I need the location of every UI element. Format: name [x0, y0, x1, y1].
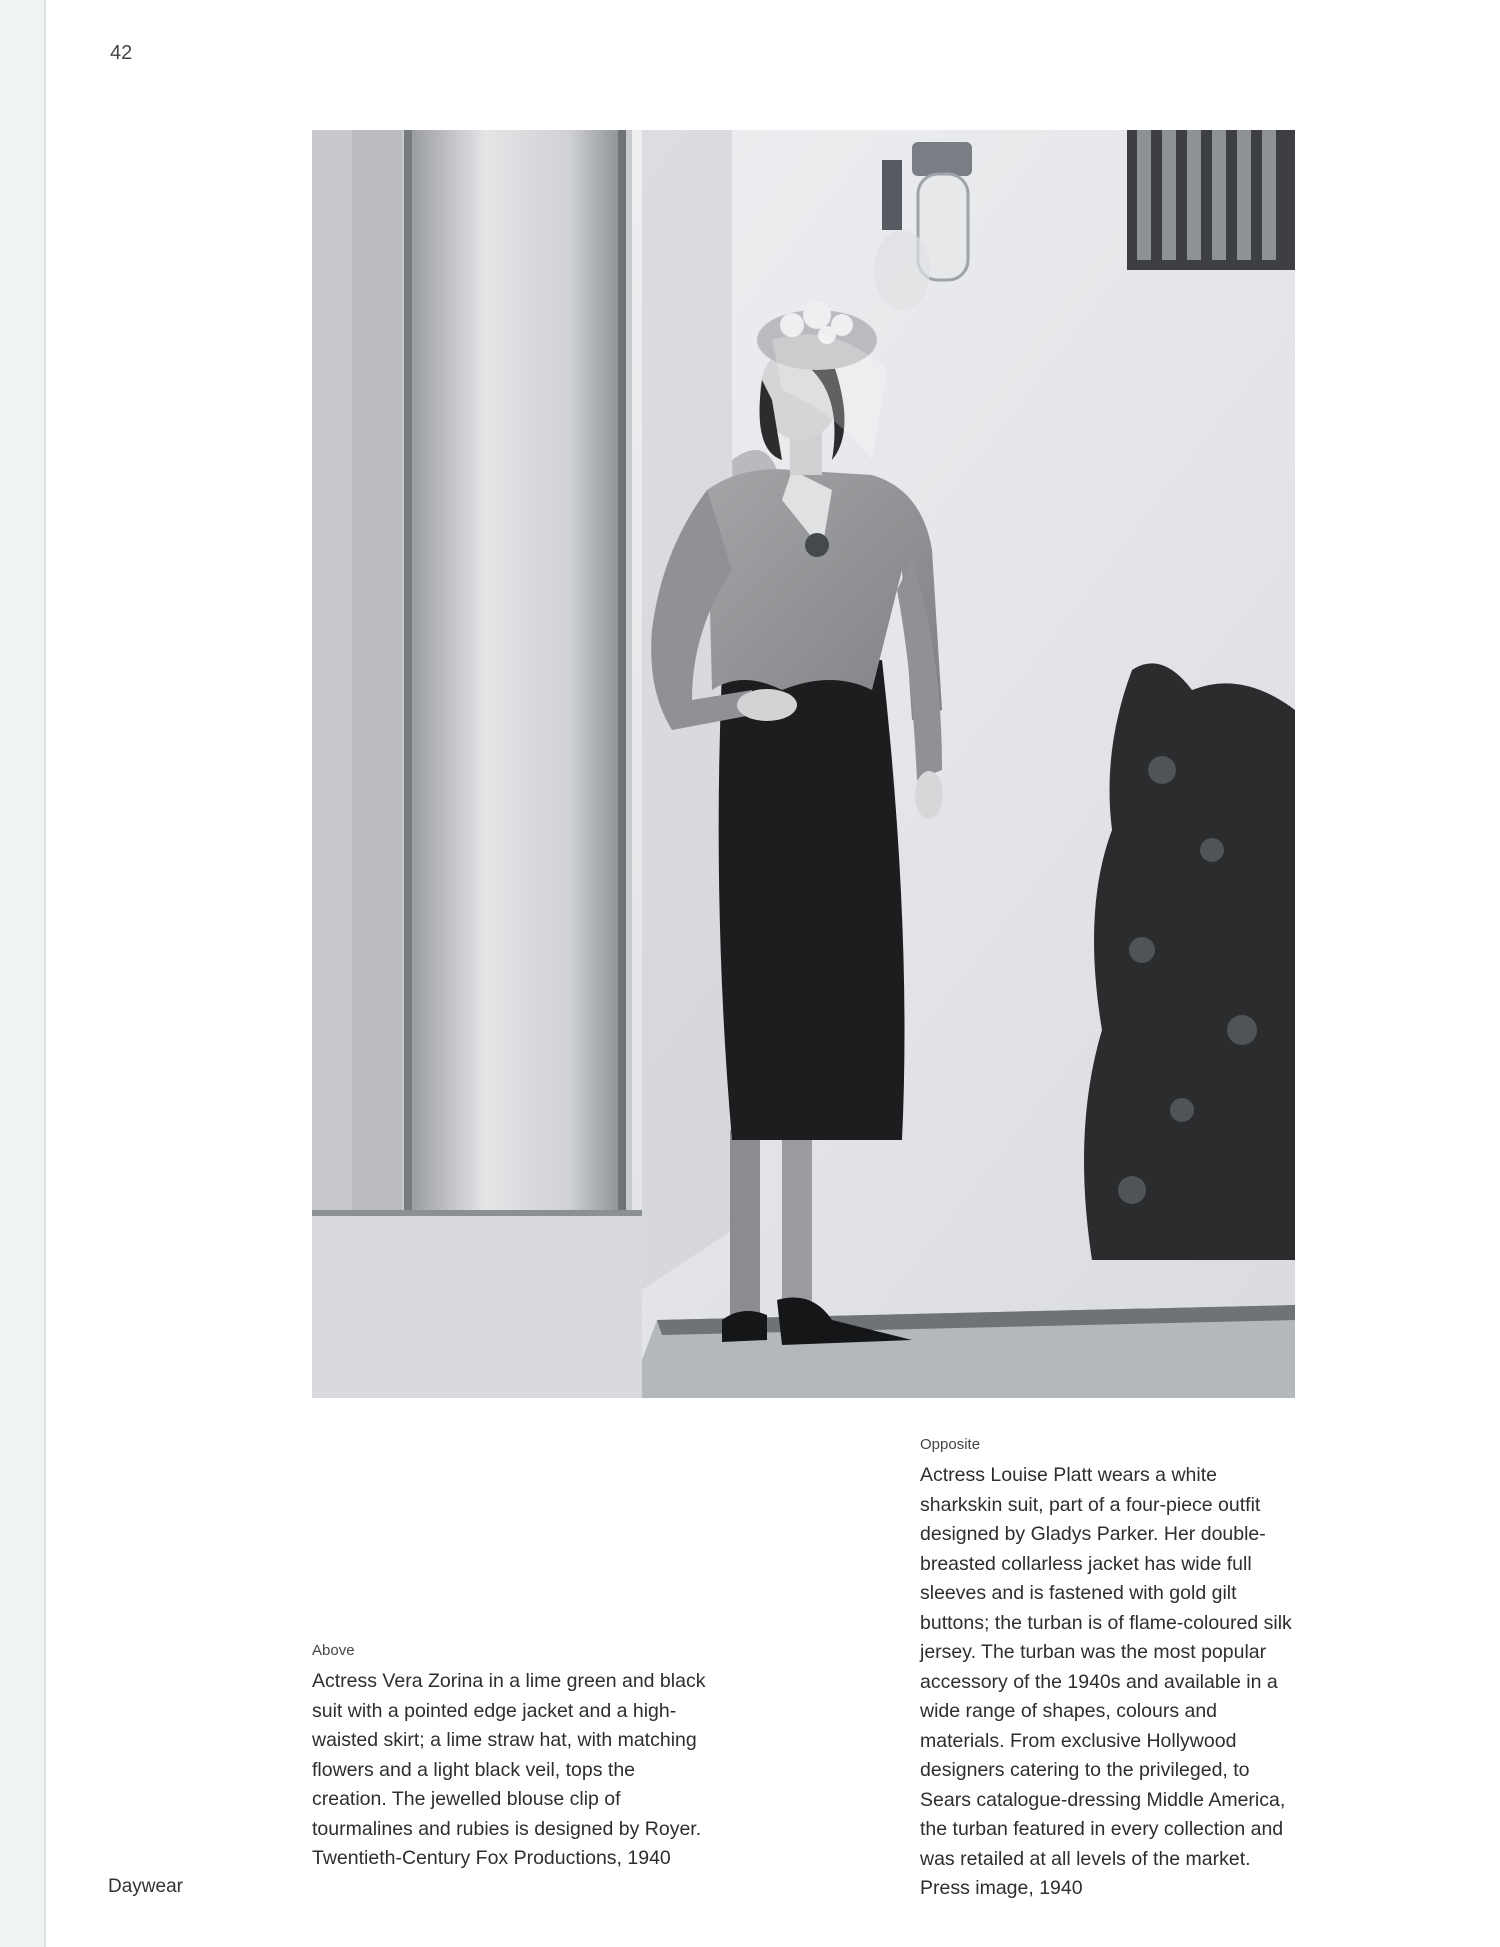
caption-opposite: [920, 1435, 1300, 1904]
caption-opposite-text: Actress Louise Platt wears a white sharkskin suit, part of a four-piece outfit designed by Gladys Parker. Her double-breasted collarless jacket has wide full sleeves and is fastened with gold gilt buttons; the turban is of flame-coloured silk jersey. The turban was the most popular accessory of the 1940s and available in a wide range of shapes, colours and materials. From exclusive Hollywood designers catering to the privileged, to Sears catalogue-dressing Middle America, the turban featured in every collection and was retailed at all levels of the market. Press image, 1940: [920, 1464, 1292, 1899]
page-number: 42: [110, 42, 133, 64]
caption-above: [312, 1641, 712, 1874]
page-edge-strip: [0, 0, 44, 1947]
caption-above-label: Above: [312, 1642, 355, 1659]
page-gutter-line: [44, 0, 46, 1947]
photo-illustration: [312, 130, 1295, 1398]
running-head: Daywear: [108, 1876, 183, 1897]
fashion-photograph: [312, 130, 1295, 1398]
caption-opposite-label: Opposite: [920, 1436, 981, 1453]
caption-above-text: Actress Vera Zorina in a lime green and black suit with a pointed edge jacket and a high-waisted skirt; a lime straw hat, with matching flowers and a light black veil, tops the creation. The jewelled blouse clip of tourmalines and rubies is designed by Royer. Twentieth-Century Fox Productions, 1940: [312, 1670, 706, 1869]
